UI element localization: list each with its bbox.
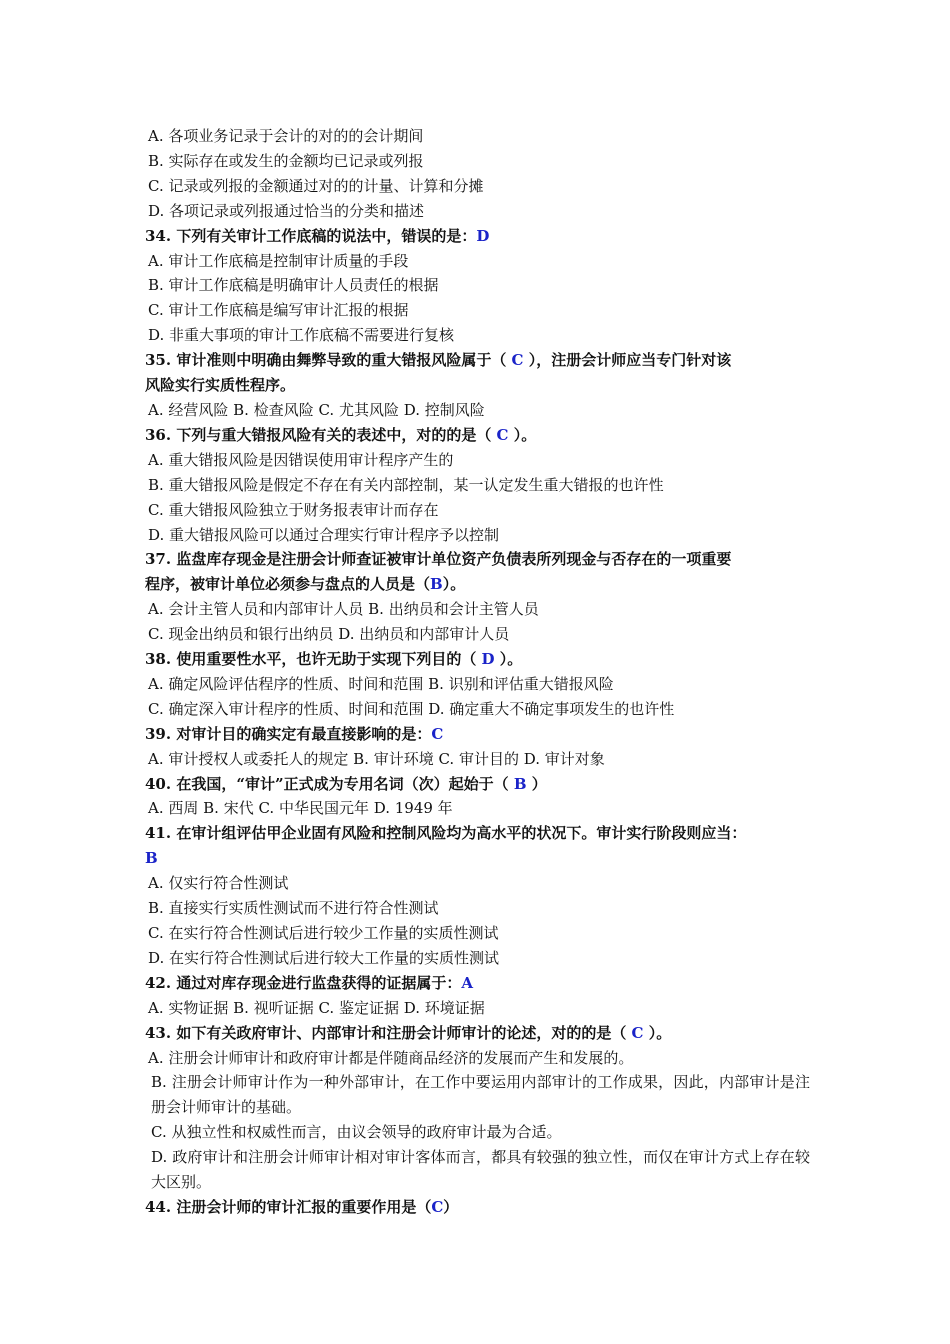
question-text <box>145 772 810 797</box>
question-stem: 42. 通过对库存现金进行监盘获得的证据属于： <box>145 973 462 992</box>
question-stem-tail: ）。 <box>643 1023 672 1042</box>
question-stem: 36. 下列与重大错报风险有关的表述中，对的的是（ <box>145 425 497 444</box>
question-stem: 43. 如下有关政府审计、内部审计和注册会计师审计的论述，对的的是（ <box>145 1023 632 1042</box>
answer-key: B <box>145 849 158 868</box>
question-text <box>145 1021 810 1046</box>
answer-option: C. 审计工作底稿是编写审计汇报的根据 <box>148 301 409 320</box>
answer-option: A. 会计主管人员和内部审计人员 B. 出纳员和会计主管人员 <box>148 600 539 619</box>
answer-option-paragraph: B. 注册会计师审计作为一种外部审计，在工作中要运用内部审计的工作成果，因此，内部审计是注册会计师审计的基础。 <box>151 1073 810 1117</box>
answer-key: C <box>511 351 524 370</box>
answer-key: B <box>513 774 527 793</box>
question-stem: 40. 在我国，“审计”正式成为专用名词（次）起始于（ <box>145 774 514 793</box>
answer-key: A <box>461 973 473 992</box>
question-stem-tail: ）。 <box>442 575 466 594</box>
answer-option: A. 经营风险 B. 检查风险 C. 尤其风险 D. 控制风险 <box>148 400 485 419</box>
answer-option: C. 记录或列报的金额通过对的的计量、计算和分摊 <box>148 176 484 195</box>
question-stem: 38. 使用重要性水平，也许无助于实现下列目的（ <box>145 650 482 669</box>
question-stem-tail: ）。 <box>494 650 523 669</box>
answer-option: A. 审计授权人或委托人的规定 B. 审计环境 C. 审计目的 D. 审计对象 <box>148 749 605 768</box>
question-text <box>145 373 810 398</box>
question-stem-tail: ） <box>443 1197 459 1216</box>
answer-option: A. 实物证据 B. 视听证据 C. 鉴定证据 D. 环境证据 <box>148 998 485 1017</box>
answer-key: D <box>481 650 495 669</box>
question-text <box>145 821 810 846</box>
answer-option: D. 重大错报风险可以通过合理实行审计程序予以控制 <box>148 525 500 544</box>
answer-option: A. 重大错报风险是因错误使用审计程序产生的 <box>148 450 454 469</box>
question-text <box>145 846 810 871</box>
answer-option: A. 确定风险评估程序的性质、时间和范围 B. 识别和评估重大错报风险 <box>148 674 614 693</box>
question-text <box>145 722 810 747</box>
question-stem: 程序，被审计单位必须参与盘点的人员是（ <box>145 575 431 594</box>
answer-key: C <box>496 425 509 444</box>
question-text <box>145 971 810 996</box>
question-stem: 风险实行实质性程序。 <box>145 376 296 395</box>
question-stem-tail: ） <box>526 774 547 793</box>
answer-option: A. 各项业务记录于会计的对的的会计期间 <box>148 127 424 145</box>
question-text <box>145 224 810 249</box>
question-text <box>145 1195 810 1220</box>
answer-option: B. 实际存在或发生的金额均已记录或列报 <box>148 151 424 170</box>
answer-option: C. 重大错报风险独立于财务报表审计而存在 <box>148 500 439 519</box>
answer-key: C <box>431 1197 444 1216</box>
answer-option: C. 在实行符合性测试后进行较少工作量的实质性测试 <box>148 924 499 942</box>
question-text <box>145 348 810 373</box>
question-text <box>145 647 810 672</box>
question-text <box>145 547 810 572</box>
question-stem: 34. 下列有关审计工作底稿的说法中，错误的是： <box>145 226 477 245</box>
question-stem: 35. 审计准则中明确由舞弊导致的重大错报风险属于（ <box>145 351 512 370</box>
answer-key: C <box>631 1023 644 1042</box>
answer-key: D <box>476 226 490 245</box>
answer-option: A. 注册会计师审计和政府审计都是伴随商品经济的发展而产生和发展的。 <box>148 1048 634 1067</box>
question-stem: 44. 注册会计师的审计汇报的重要作用是（ <box>145 1197 432 1216</box>
answer-key: B <box>430 575 443 594</box>
answer-option: B. 直接实行实质性测试而不进行符合性测试 <box>148 899 439 918</box>
answer-option-paragraph: C. 从独立性和权威性而言，由议会领导的政府审计最为合适。 <box>151 1123 562 1142</box>
answer-option: A. 审计工作底稿是控制审计质量的手段 <box>148 251 409 270</box>
answer-option: A. 仅实行符合性测试 <box>148 874 289 893</box>
answer-key: C <box>431 724 444 743</box>
answer-option: B. 重大错报风险是假定不存在有关内部控制，某一认定发生重大错报的也许性 <box>148 475 664 494</box>
question-stem: 37. 监盘库存现金是注册会计师查证被审计单位资产负债表所列现金与否存在的一项重要 <box>145 550 732 569</box>
answer-option: B. 审计工作底稿是明确审计人员责任的根据 <box>148 276 439 295</box>
document-body <box>145 124 810 1220</box>
answer-option-paragraph: D. 政府审计和注册会计师审计相对审计客体而言，都具有较强的独立性，而仅在审计方式上存在较大区别。 <box>151 1148 810 1192</box>
answer-option: D. 非重大事项的审计工作底稿不需要进行复核 <box>148 326 455 345</box>
answer-option: D. 各项记录或列报通过恰当的分类和描述 <box>148 201 425 220</box>
question-stem: 41. 在审计组评估甲企业固有风险和控制风险均为高水平的状况下。审计实行阶段则应当： <box>145 824 747 843</box>
question-stem: 39. 对审计目的确实定有最直接影响的是： <box>145 724 432 743</box>
question-stem-tail: ）。 <box>508 425 537 444</box>
answer-option: A. 西周 B. 宋代 C. 中华民国元年 D. 1949 年 <box>148 799 453 818</box>
answer-option: C. 确定深入审计程序的性质、时间和范围 D. 确定重大不确定事项发生的也许性 <box>148 699 675 718</box>
question-stem-tail: ），注册会计师应当专门针对该 <box>523 351 732 370</box>
answer-option: C. 现金出纳员和银行出纳员 D. 出纳员和内部审计人员 <box>148 625 510 644</box>
answer-option: D. 在实行符合性测试后进行较大工作量的实质性测试 <box>148 948 500 967</box>
question-text <box>145 423 810 448</box>
question-text <box>145 572 810 597</box>
